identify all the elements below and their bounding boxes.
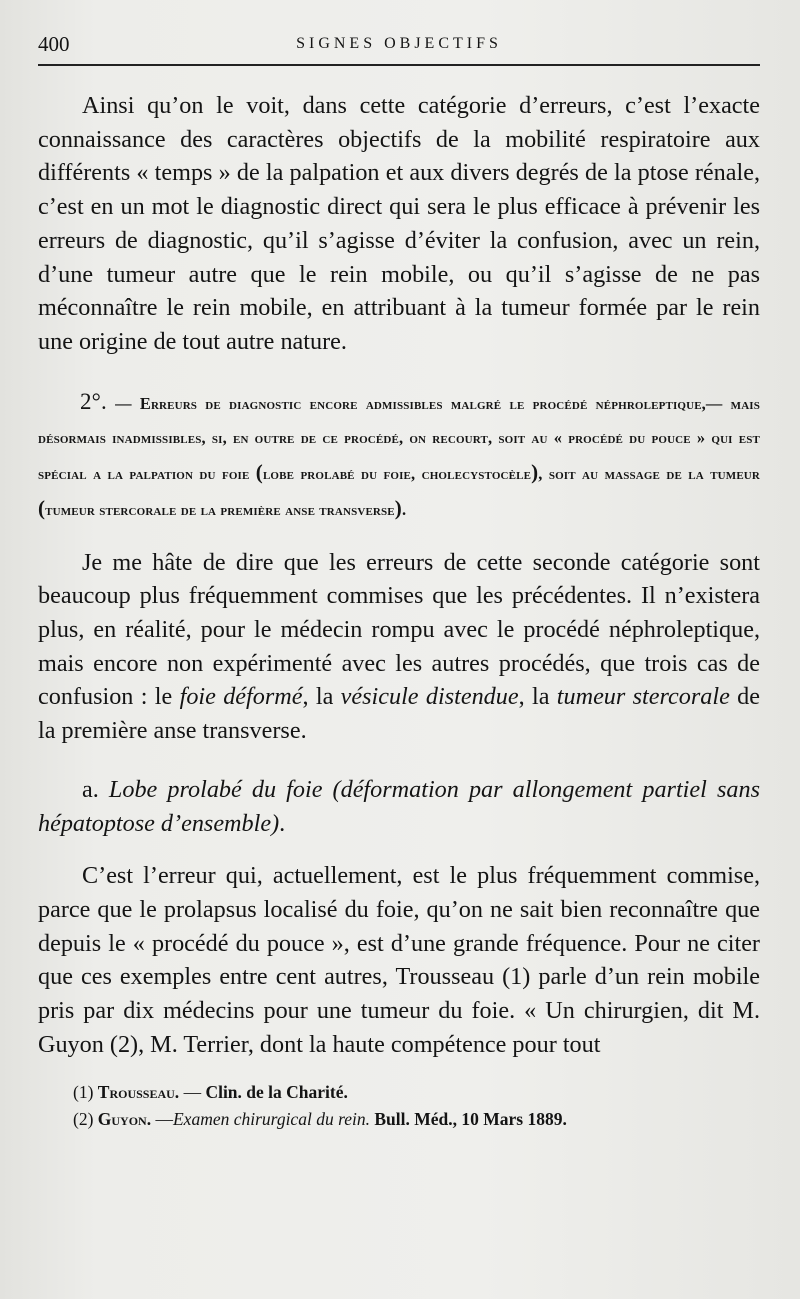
section-paren-open-2: ( <box>38 495 46 520</box>
paragraph-1: Ainsi qu’on le voit, dans cette catégorie d’erreurs, c’est l’exacte connaissance des caractères objectifs de la mobilité respiratoire aux différents « temps » de la palpation et aux divers degrés de la ptose rénale, c’est en un mot le diagnostic direct qui sera le plus efficace à prévenir les erreurs de diagnostic, qu’il s’agisse d’éviter la confusion, avec un rein, d’une tumeur autre que le rein mobile, ou qu’il s’agisse de ne pas méconnaître le rein mobile, en attribuant à la tumeur formée par le rein une origine de tout autre nature. <box>38 92 760 355</box>
subsection-end: . <box>279 809 286 837</box>
header-rule <box>38 64 760 66</box>
paragraph-2-text-2: , la <box>302 683 341 711</box>
paragraph-2-italic-3: tumeur stercorale <box>556 683 730 711</box>
footnote-1-marker: (1) <box>73 1082 98 1103</box>
subsection-title: Lobe prolabé du foie (déformation par allongement partiel sans hépatoptose d’ensemble) <box>38 775 760 837</box>
section-paren-close-1: ) <box>531 459 539 484</box>
subsection-heading <box>38 773 760 840</box>
paragraph-2 <box>38 546 760 748</box>
section-text-4: tumeur stercorale de la première anse transverse <box>45 499 395 519</box>
section-dash: — <box>106 393 140 413</box>
subsection-letter: a. <box>82 775 109 803</box>
section-text-1: Erreurs de diagnostic encore admissibles malgré le procédé néphroleptique,— mais désormais inadmissibles, si, en outre de ce procédé, on recourt, soit au « procédé du pouce » qui est spécial a la palpation du foie <box>38 393 760 483</box>
running-head: SIGNES OBJECTIFS <box>296 35 502 52</box>
section-paren-close-2: ) <box>394 495 402 520</box>
section-text-2: lobe prolabé du foie, cholecystocèle <box>262 463 532 483</box>
footnote-2-rest: Bull. Méd., 10 Mars 1889. <box>369 1109 567 1130</box>
paragraph-2-text-1: Je me hâte de dire que les erreurs de cette seconde catégorie sont beaucoup plus fréquemment commises que les précédentes. Il n’existera plus, en réalité, pour le médecin rompu avec le procédé néphroleptique, mais encore non expérimenté avec les autres procédés, que trois cas de confusion : le <box>38 548 760 711</box>
paragraph-2-italic-2: vésicule distendue <box>340 683 519 711</box>
paragraph-3: C’est l’erreur qui, actuellement, est le plus fréquemment commise, parce que le prolapsus localisé du foie, qu’on ne sait bien reconnaître que depuis le « procédé du pouce », est d’une grande fréquence. Pour ne citer que ces exemples entre cent autres, Trousseau (1) parle d’un rein mobile pris par dix médecins pour une tumeur du foie. « Un chirurgien, dit M. Guyon (2), M. Terrier, dont la haute compétence pour tout <box>38 862 760 1058</box>
page-number: 400 <box>38 32 70 56</box>
footnote-2-work: Examen chirurgical du rein. <box>172 1109 370 1130</box>
section-heading <box>38 385 760 527</box>
footnote-1-author: Trousseau. <box>97 1082 180 1103</box>
section-paren-open-1: ( <box>255 459 263 484</box>
section-number: 2°. <box>80 388 107 414</box>
page-header <box>38 30 760 64</box>
footnote-1-work: Clin. de la Charité. <box>205 1082 348 1103</box>
section-text-3: , soit au massage de la tumeur <box>538 463 760 483</box>
footnote-2 <box>73 1106 760 1133</box>
footnote-1-sep: — <box>179 1082 206 1103</box>
paragraph-2-text-4: de la première anse transverse. <box>38 683 760 745</box>
paragraph-2-text-3: , la <box>518 683 557 711</box>
footnotes <box>38 1079 760 1133</box>
section-text-5: . <box>401 499 407 519</box>
footnote-1 <box>73 1079 760 1106</box>
footnote-2-sep: — <box>151 1109 173 1130</box>
footnote-2-marker: (2) <box>73 1109 98 1130</box>
paragraph-2-italic-1: foie déformé <box>179 683 303 711</box>
footnote-2-author: Guyon. <box>97 1109 152 1130</box>
